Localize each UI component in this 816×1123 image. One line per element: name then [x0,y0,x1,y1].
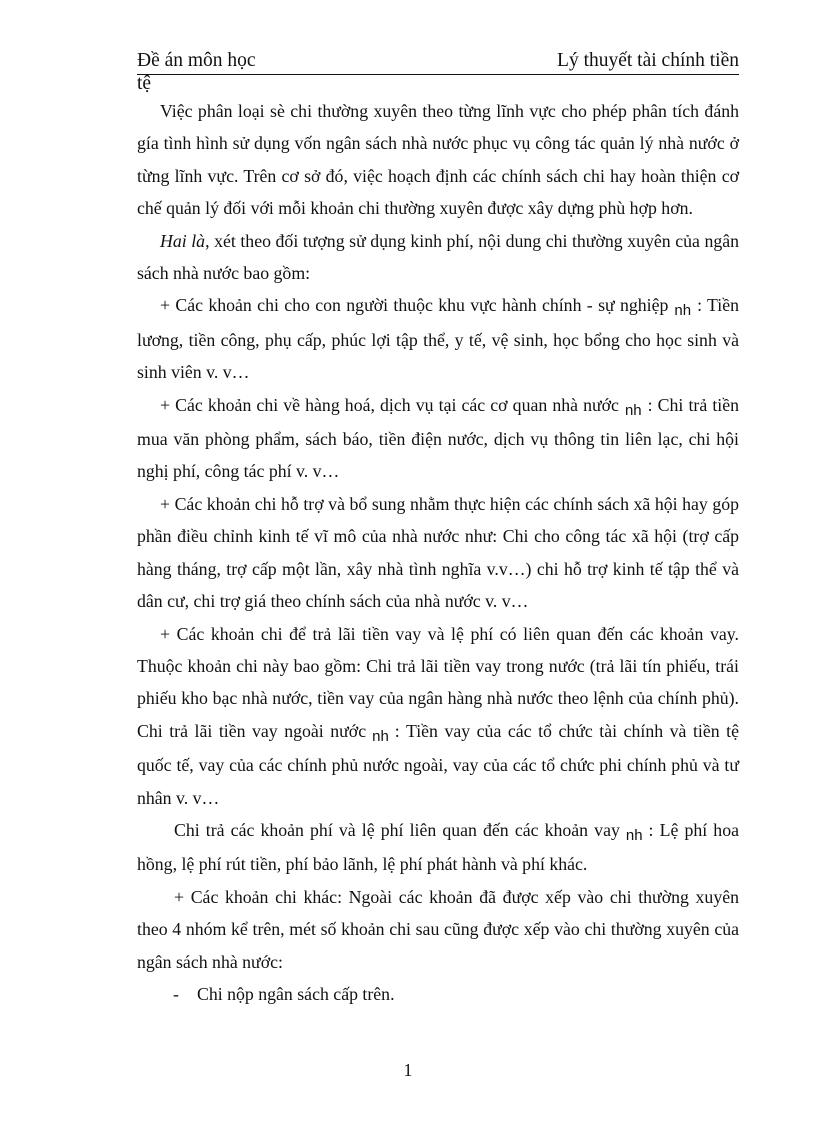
goods-services-lead: + Các khoản chi về hàng hoá, dịch vụ tại các cơ quan nhà nước [160,394,619,415]
list-item [137,978,739,1010]
paragraph-second-criterion-text: , xét theo đối tượng sử dụng kinh phí, nội dung chi thường xuyên của ngân sách nhà nước bao gồm: [137,230,740,284]
subscript-label: nh [624,401,642,419]
paragraph-second-criterion [137,225,739,290]
paragraph-personnel-spending [137,289,739,388]
subscript-label: nh [674,302,692,320]
list-item-text: Chi nộp ngân sách cấp trên. [197,983,395,1004]
personnel-spending-detail: : Tiền lương, tiền công, phụ cấp, phúc lợi tập thể, y tế, vệ sinh, học bổng cho học sinh và sinh viên v. v… [137,295,739,383]
paragraph-goods-services [137,389,739,488]
header-subject-title: Lý thuyết tài chính tiền [557,50,739,71]
paragraph-interest-payments [137,618,739,814]
loan-fees-detail: : Lệ phí hoa hồng, lệ phí rút tiền, phí bảo lãnh, lệ phí phát hành và phí khác. [137,819,739,875]
paragraph-other-spending: + Các khoản chi khác: Ngoài các khoản đã được xếp vào chi thường xuyên theo 4 nhóm kể trên, mét số khoản chi sau cũng được xếp vào chi thường xuyên của ngân sách nhà nước: [137,886,739,972]
subscript-label: nh [372,727,389,745]
page-header [137,50,739,75]
italic-lead: Hai là [160,230,206,251]
list-dash: - [173,983,179,1004]
page-number: 1 [403,1060,413,1080]
paragraph-social-support: + Các khoản chi hỗ trợ và bổ sung nhằm thực hiện các chính sách xã hội hay góp phần điều chỉnh kinh tế vĩ mô của nhà nước như: Chi cho công tác xã hội (trợ cấp hàng tháng, trợ cấp một lần, xây nhà tình nghĩa v.v…) chi hỗ trợ kinh tế tập thể và dân cư, chi trợ giá theo chính sách của nhà nước v. v… [137,493,739,612]
interest-payments-detail: : Tiền vay của các tổ chức tài chính và tiền tệ quốc tế, vay của các chính phủ nước ngoài, vay của các tổ chức phi chính phủ và tư nhân v. v… [137,720,739,808]
loan-fees-lead: Chi trả các khoản phí và lệ phí liên quan đến các khoản vay [174,819,620,840]
header-subject-title-wrap: tệ [137,73,152,94]
header-course-title: Đề án môn học [137,50,256,71]
interest-payments-lead: + Các khoản chi để trả lãi tiền vay và lệ phí có liên quan đến các khoản vay. Thuộc khoản chi này bao gồm: Chi trả lãi tiền vay trong nước (trả lãi tín phiếu, trái phiếu kho bạc nhà nước, tiền vay của ngân hàng nhà nước theo lệnh của chính phủ). Chi trả lãi tiền vay ngoài nước [137,623,739,741]
document-body [137,95,739,1010]
subscript-label: nh [625,826,643,844]
personnel-spending-lead: + Các khoản chi cho con người thuộc khu vực hành chính - sự nghiệp [160,295,669,316]
paragraph-classification-intro: Việc phân loại sè chi thường xuyên theo từng lĩnh vực cho phép phân tích đánh gía tình hình sử dụng vốn ngân sách nhà nước phục vụ công tác quản lý nhà nước ở từng lĩnh vực. Trên cơ sở đó, việc hoạch định các chính sách chi hay hoàn thiện cơ chế quản lý đối với mỗi khoản chi thường xuyên được xây dựng phù hợp hơn. [137,101,739,219]
goods-services-detail: : Chi trả tiền mua văn phòng phẩm, sách báo, tiền điện nước, dịch vụ thông tin liên lạc, chi hội nghị phí, công tác phí v. v… [137,394,739,482]
paragraph-loan-fees [137,814,739,881]
